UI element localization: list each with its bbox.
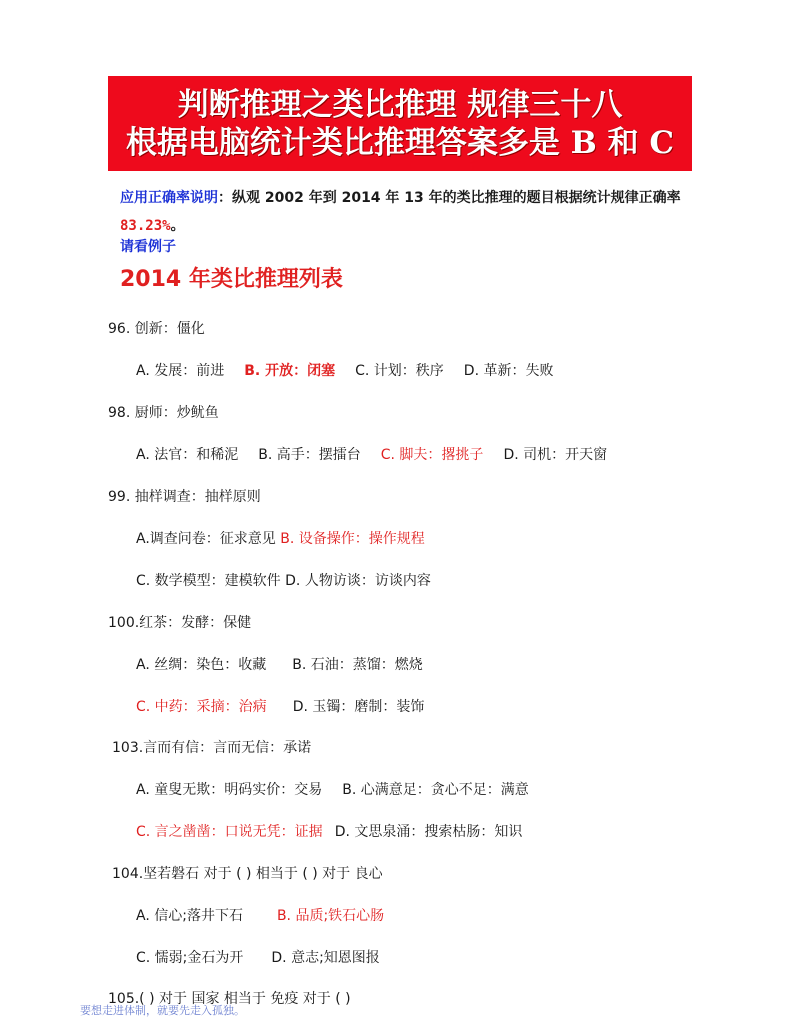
question-104-options-row1 (136, 905, 384, 925)
option-c: C. 中药：采摘：治病 (136, 699, 267, 715)
option-d: D. 文思泉涌：搜索枯肠：知识 (334, 824, 523, 840)
option-b: B. 品质;铁石心肠 (276, 908, 385, 924)
question-99-options-row2 (136, 570, 431, 590)
question-104-options-row2 (136, 947, 380, 967)
option-d: D. 人物访谈：访谈内容 (285, 573, 431, 589)
accuracy-note (120, 184, 690, 240)
option-a: A. 法官：和稀泥 (136, 447, 239, 463)
question-103-options-row1 (136, 779, 529, 799)
section-title: 2014 年类比推理列表 (120, 267, 343, 292)
option-b: B. 设备操作：操作规程 (280, 531, 425, 547)
option-d: D. 革新：失败 (463, 363, 554, 379)
question-105-stem: 105.( ) 对于 国家 相当于 免疫 对于 ( ) (108, 991, 351, 1007)
note-end: 。 (170, 218, 185, 234)
option-a: A. 信心;落井下石 (136, 908, 243, 924)
option-b: B. 高手：摆擂台 (258, 447, 361, 463)
example-label: 请看例子 (120, 239, 176, 255)
option-d: D. 玉镯：磨制：装饰 (292, 699, 425, 715)
option-c: C. 言之凿凿：口说无凭：证据 (136, 824, 323, 840)
banner-line-1: 判断推理之类比推理 规律三十八 (177, 86, 623, 123)
banner-line-2: 根据电脑统计类比推理答案多是 B 和 C (125, 124, 675, 161)
option-c: C. 懦弱;金石为开 (136, 950, 244, 966)
option-a: A.调查问卷：征求意见 (136, 531, 276, 547)
note-text: 纵观 2002 年到 2014 年 13 年的类比推理的题目根据统计规律正确率 (232, 190, 681, 206)
note-label: 应用正确率说明 (120, 190, 218, 206)
option-a: A. 发展：前进 (136, 363, 225, 379)
option-b: B. 石油：蒸馏：燃烧 (292, 657, 423, 673)
footer-motto: 要想走进体制，就要先走入孤独。 (80, 1004, 245, 1017)
option-b: B. 心满意足：贪心不足：满意 (342, 782, 529, 798)
title-banner (108, 76, 692, 171)
question-99-options-row1 (136, 528, 425, 548)
question-98-stem: 98. 厨师：炒鱿鱼 (108, 405, 219, 421)
question-96-stem: 96. 创新：僵化 (108, 321, 205, 337)
question-100-options-row1 (136, 654, 423, 674)
option-c: C. 脚夫：撂挑子 (380, 447, 484, 463)
option-a: A. 丝绸：染色：收藏 (136, 657, 267, 673)
note-separator: ： (218, 190, 232, 206)
option-c: C. 数学模型：建模软件 (136, 573, 281, 589)
accuracy-rate: 83.23% (120, 218, 171, 234)
question-100-stem: 100.红茶：发酵：保健 (108, 615, 252, 631)
option-a: A. 童叟无欺：明码实价：交易 (136, 782, 323, 798)
question-96-options (136, 360, 573, 380)
question-103-stem: 103.言而有信：言而无信：承诺 (112, 740, 312, 756)
option-d: D. 司机：开天窗 (503, 447, 608, 463)
question-99-stem: 99. 抽样调查：抽样原则 (108, 489, 261, 505)
question-98-options (136, 444, 627, 464)
question-104-stem: 104.坚若磐石 对于 ( ) 相当于 ( ) 对于 良心 (112, 866, 383, 882)
option-c: C. 计划：秩序 (355, 363, 444, 379)
option-d: D. 意志;知恩图报 (271, 950, 380, 966)
question-103-options-row2 (136, 821, 522, 841)
question-100-options-row2 (136, 696, 424, 716)
option-b: B. 开放：闭塞 (244, 363, 336, 379)
